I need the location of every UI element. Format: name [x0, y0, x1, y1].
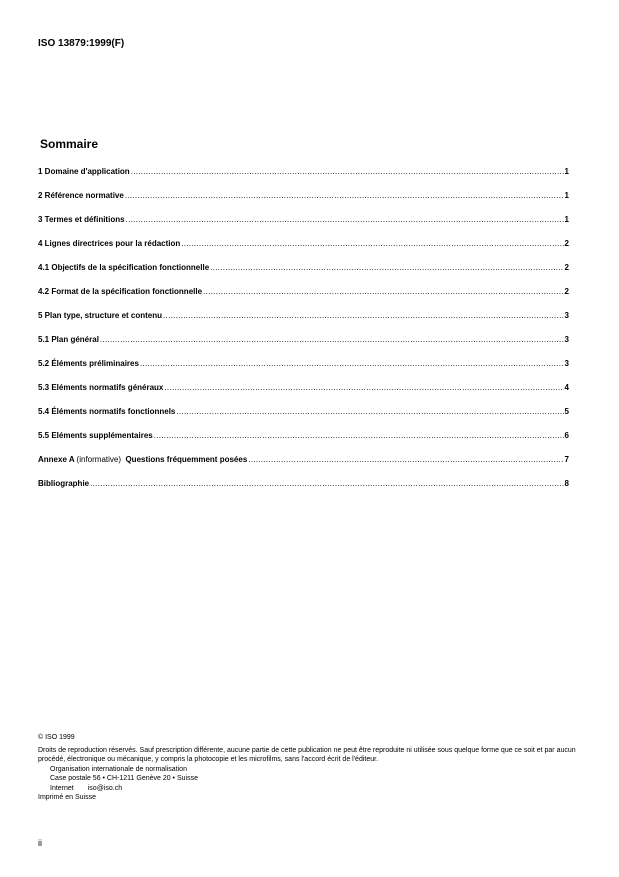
- toc-entry-label: 5.2 Éléments préliminaires: [38, 359, 139, 368]
- toc-entry[interactable]: [38, 189, 569, 213]
- toc-entry-label: Bibliographie: [38, 479, 90, 488]
- toc-entry[interactable]: [38, 429, 569, 453]
- page-number: ii: [38, 838, 42, 848]
- postal-address: Case postale 56 • CH-1211 Genève 20 • Suisse: [50, 775, 198, 782]
- toc-entry-label: [38, 453, 247, 467]
- toc-entry-page: 8: [564, 479, 569, 488]
- toc-leader-dots: [90, 477, 563, 491]
- toc-leader-dots: [164, 381, 563, 395]
- annex-title: Questions fréquemment posées: [125, 455, 248, 464]
- org-name: Organisation internationale de normalisation: [50, 765, 187, 773]
- toc-leader-dots: [176, 405, 563, 419]
- toc-entry-label: 4.2 Format de la spécification fonctionnelle: [38, 287, 203, 296]
- toc-leader-dots: [140, 357, 564, 371]
- toc-entry-page: 4: [564, 383, 569, 392]
- toc-entry[interactable]: [38, 381, 569, 405]
- toc-entry[interactable]: [38, 261, 569, 285]
- toc-entry-label: 5.4 Éléments normatifs fonctionnels: [38, 407, 176, 416]
- toc-entry-page: 1: [564, 191, 569, 200]
- toc-entry[interactable]: [38, 165, 569, 189]
- toc-entry-page: 2: [564, 287, 569, 296]
- email-link[interactable]: iso@iso.ch: [87, 784, 123, 792]
- annex-label: Annexe A: [38, 455, 75, 464]
- toc-entry-page: 7: [564, 455, 569, 464]
- internet-label: Internet: [50, 784, 74, 792]
- toc-entry[interactable]: [38, 405, 569, 429]
- toc-entry-label: 4 Lignes directrices pour la rédaction: [38, 239, 181, 248]
- toc-entry-page: 2: [564, 239, 569, 248]
- toc-entry-label: 5.3 Eléments normatifs généraux: [38, 383, 164, 392]
- toc-entry-label: 2 Référence normative: [38, 191, 124, 200]
- toc-entry-page: 6: [564, 431, 569, 440]
- toc-leader-dots: [210, 261, 563, 275]
- toc-entry-page: 3: [564, 335, 569, 344]
- toc-leader-dots: [163, 309, 564, 323]
- standard-identifier: ISO 13879:1999(F): [38, 38, 125, 49]
- toc-leader-dots: [248, 453, 563, 467]
- toc-entry-page: 1: [564, 167, 569, 176]
- toc-entry[interactable]: [38, 333, 569, 357]
- toc-leader-dots: [154, 429, 564, 443]
- copyright-line: © ISO 1999: [38, 734, 75, 741]
- toc-leader-dots: [125, 189, 564, 203]
- toc-leader-dots: [131, 165, 564, 179]
- table-of-contents: [38, 165, 569, 501]
- annex-note: (informative): [76, 455, 121, 464]
- toc-entry-label: 5.5 Eléments supplémentaires: [38, 431, 153, 440]
- toc-entry-page: 5: [564, 407, 569, 416]
- rights-statement: Droits de reproduction réservés. Sauf prescription différente, aucune partie de cette publication ne peut être reproduite ni utilisée sous quelque forme que ce soit et par aucun procédé, électronique ou mécanique, y compris la photocopie et les microfilms, sans l'accord écrit de l'éditeur.: [38, 746, 576, 763]
- toc-entry[interactable]: [38, 213, 569, 237]
- toc-title: Sommaire: [40, 137, 99, 151]
- toc-entry[interactable]: [38, 285, 569, 309]
- toc-entry[interactable]: [38, 357, 569, 381]
- toc-entry-label: 1 Domaine d'application: [38, 167, 130, 176]
- toc-entry-page: 3: [564, 359, 569, 368]
- toc-entry-label: 5 Plan type, structure et contenu: [38, 311, 163, 320]
- toc-entry[interactable]: [38, 477, 569, 501]
- toc-leader-dots: [181, 237, 563, 251]
- toc-leader-dots: [126, 213, 564, 227]
- toc-entry[interactable]: [38, 237, 569, 261]
- toc-entry-page: 2: [564, 263, 569, 272]
- toc-entry-page: 1: [564, 215, 569, 224]
- toc-entry-page: 3: [564, 311, 569, 320]
- toc-entry-annex-a[interactable]: [38, 453, 569, 477]
- toc-entry-label: 3 Termes et définitions: [38, 215, 125, 224]
- copyright-notice: [38, 733, 583, 803]
- toc-leader-dots: [203, 285, 564, 299]
- internet-contact: [38, 784, 583, 794]
- printed-note: Imprimé en Suisse: [38, 794, 96, 801]
- toc-entry-label: 4.1 Objectifs de la spécification fonctionnelle: [38, 263, 210, 272]
- toc-entry[interactable]: [38, 309, 569, 333]
- toc-entry-label: 5.1 Plan général: [38, 335, 99, 344]
- toc-leader-dots: [100, 333, 564, 347]
